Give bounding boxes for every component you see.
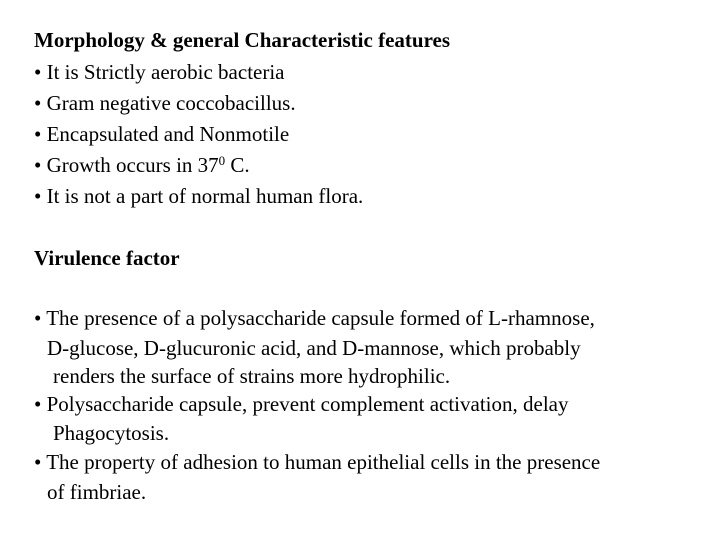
growth-text: • Growth occurs in 37 xyxy=(34,153,219,177)
virulence-line-4: • Polysaccharide capsule, prevent complement activation, delay xyxy=(34,392,569,416)
virulence-line-7: of fimbriae. xyxy=(47,480,147,504)
virulence-line-6: • The property of adhesion to human epithelial cells in the presence xyxy=(34,450,601,474)
bullet-growth-temperature xyxy=(34,153,250,177)
virulence-line-2: D-glucose, D-glucuronic acid, and D-mannose, which probably xyxy=(47,336,581,360)
virulence-line-1: • The presence of a polysaccharide capsule formed of L-rhamnose, xyxy=(34,306,595,330)
bullet-normal-flora: • It is not a part of normal human flora. xyxy=(34,184,364,208)
virulence-line-3: renders the surface of strains more hydrophilic. xyxy=(53,364,451,388)
degree-superscript: 0 xyxy=(218,153,226,168)
growth-unit: C. xyxy=(225,153,250,177)
section-heading-morphology: Morphology & general Characteristic features xyxy=(34,28,451,52)
bullet-gram-negative: • Gram negative coccobacillus. xyxy=(34,91,296,115)
virulence-line-5: Phagocytosis. xyxy=(53,421,170,445)
section-heading-virulence: Virulence factor xyxy=(34,246,180,270)
bullet-aerobic: • It is Strictly aerobic bacteria xyxy=(34,60,285,84)
bullet-encapsulated: • Encapsulated and Nonmotile xyxy=(34,122,290,146)
